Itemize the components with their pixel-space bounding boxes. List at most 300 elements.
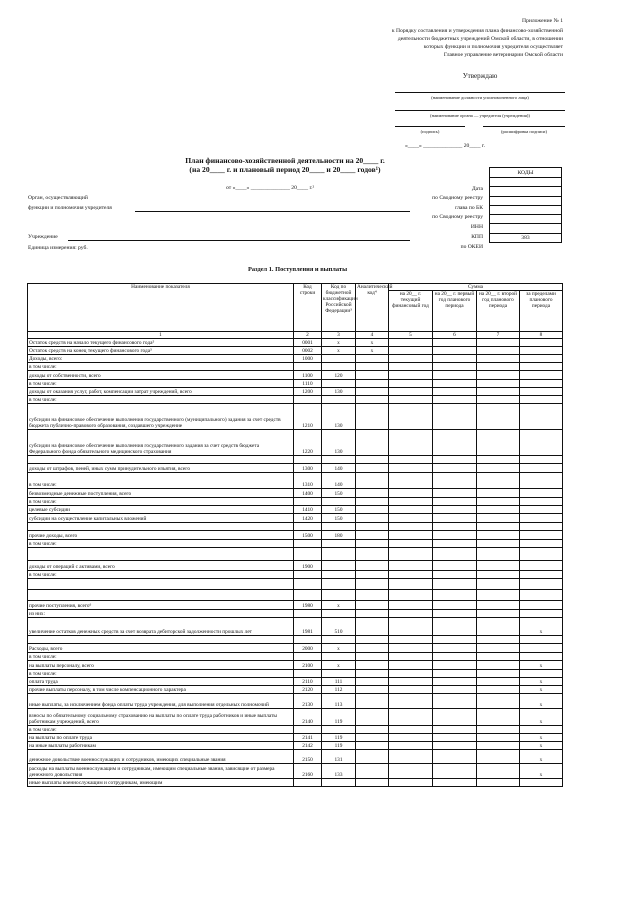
table-row [28, 355, 563, 363]
row-analytic-code [356, 506, 389, 514]
row-sum-3 [477, 618, 520, 636]
row-analytic-code: x [356, 347, 389, 355]
row-name [28, 590, 294, 601]
row-bk-code: 180 [322, 531, 356, 540]
row-analytic-code [356, 764, 389, 779]
row-sum-1 [389, 464, 433, 473]
row-bk-code: x [322, 347, 356, 355]
row-sum-1 [389, 498, 433, 506]
row-sum-2 [433, 653, 477, 661]
column-number: 6 [433, 332, 477, 339]
row-sum-1 [389, 473, 433, 489]
row-sum-4 [520, 339, 563, 347]
row-analytic-code [356, 709, 389, 726]
row-sum-4 [520, 404, 563, 430]
column-number: 8 [520, 332, 563, 339]
row-sum-1 [389, 726, 433, 734]
code-okei: 383 [490, 233, 562, 242]
row-sum-2 [433, 764, 477, 779]
row-sum-4 [520, 371, 563, 380]
row-bk-code: 130 [322, 388, 356, 396]
table-row [28, 670, 563, 678]
row-analytic-code [356, 523, 389, 531]
row-sum-4 [520, 347, 563, 355]
row-sum-1 [389, 661, 433, 670]
row-sum-3 [477, 670, 520, 678]
row-sum-3 [477, 363, 520, 371]
row-sum-4 [520, 396, 563, 404]
row-sum-1 [389, 548, 433, 561]
approve-organ-line [395, 110, 565, 111]
row-sum-1 [389, 709, 433, 726]
row-sum-4 [520, 561, 563, 571]
table-row [28, 371, 563, 380]
row-sum-4 [520, 514, 563, 523]
table-row [28, 531, 563, 540]
row-sum-1 [389, 540, 433, 548]
code-kpp [490, 224, 562, 233]
row-analytic-code [356, 579, 389, 590]
row-bk-code: 140 [322, 464, 356, 473]
row-analytic-code [356, 514, 389, 523]
row-sum-2 [433, 523, 477, 531]
row-sum-3 [477, 678, 520, 686]
row-sum-1 [389, 355, 433, 363]
row-analytic-code [356, 694, 389, 709]
table-row [28, 456, 563, 464]
row-analytic-code [356, 498, 389, 506]
row-analytic-code [356, 653, 389, 661]
table-row [28, 473, 563, 489]
row-name: субсидии на финансовое обеспечение выполнения государственного (муниципального) задания за счет средств бюджета публично-правового образования, создавшего учреждение [28, 404, 294, 430]
row-sum-3 [477, 380, 520, 388]
row-bk-code [322, 571, 356, 579]
row-analytic-code [356, 464, 389, 473]
row-analytic-code [356, 644, 389, 653]
row-sum-3 [477, 355, 520, 363]
row-code [294, 523, 322, 531]
row-sum-3 [477, 396, 520, 404]
codes-label-date: Дата [471, 186, 483, 192]
row-sum-2 [433, 506, 477, 514]
row-code [294, 653, 322, 661]
row-name: в том числе: [28, 726, 294, 734]
table-row [28, 678, 563, 686]
row-sum-4 [520, 506, 563, 514]
row-name: оплата труда [28, 678, 294, 686]
table-row [28, 339, 563, 347]
row-sum-2 [433, 473, 477, 489]
row-code: 1100 [294, 371, 322, 380]
row-code: 1200 [294, 388, 322, 396]
row-sum-4: x [520, 742, 563, 750]
row-sum-2 [433, 548, 477, 561]
table-row [28, 709, 563, 726]
row-name: взносы по обязательному социальному страхованию на выплаты по оплате труда работников и иные выплаты работникам учреждений, всего [28, 709, 294, 726]
row-code: 1980 [294, 601, 322, 610]
row-sum-3 [477, 709, 520, 726]
row-bk-code [322, 561, 356, 571]
codes-table [489, 167, 562, 243]
row-analytic-code: x [356, 339, 389, 347]
row-sum-3 [477, 561, 520, 571]
row-name [28, 456, 294, 464]
row-code: 0001 [294, 339, 322, 347]
appendix-line-4: которых функции и полномочия учредителя осуществляет [423, 44, 563, 50]
section-title: Раздел 1. Поступления и выплаты [247, 266, 348, 273]
row-name: прочие выплаты персоналу, в том числе компенсационного характера [28, 686, 294, 694]
table-row [28, 653, 563, 661]
row-sum-2 [433, 678, 477, 686]
row-sum-1 [389, 610, 433, 618]
table-row [28, 561, 563, 571]
table-row [28, 694, 563, 709]
column-number: 7 [477, 332, 520, 339]
row-code [294, 540, 322, 548]
row-sum-2 [433, 579, 477, 590]
header-code: Код строки [294, 284, 322, 332]
row-sum-2 [433, 396, 477, 404]
row-sum-4 [520, 355, 563, 363]
row-sum-1 [389, 694, 433, 709]
row-code: 1420 [294, 514, 322, 523]
approve-position-line [395, 92, 565, 93]
approve-position-caption: (наименование должности уполномоченного лица) [431, 95, 529, 100]
row-analytic-code [356, 371, 389, 380]
row-sum-2 [433, 540, 477, 548]
row-sum-4 [520, 464, 563, 473]
row-name: на иные выплаты работникам [28, 742, 294, 750]
row-bk-code: x [322, 601, 356, 610]
row-sum-2 [433, 709, 477, 726]
row-name: прочие поступления, всего⁶ [28, 601, 294, 610]
row-bk-code: 119 [322, 734, 356, 742]
row-sum-1 [389, 489, 433, 498]
row-sum-3 [477, 339, 520, 347]
header-analytic: Аналитический код⁴ [356, 284, 389, 332]
row-sum-3 [477, 388, 520, 396]
row-bk-code: x [322, 661, 356, 670]
row-sum-3 [477, 579, 520, 590]
row-code: 1300 [294, 464, 322, 473]
row-sum-3 [477, 734, 520, 742]
row-sum-3 [477, 548, 520, 561]
row-sum-4 [520, 644, 563, 653]
organ-label: Орган, осуществляющий [28, 195, 88, 201]
row-sum-3 [477, 686, 520, 694]
row-code [294, 396, 322, 404]
row-name: в том числе: [28, 498, 294, 506]
row-sum-2 [433, 694, 477, 709]
row-code [294, 571, 322, 579]
row-sum-1 [389, 779, 433, 787]
row-code: 2120 [294, 686, 322, 694]
row-sum-1 [389, 523, 433, 531]
table-row [28, 430, 563, 456]
row-sum-4: x [520, 618, 563, 636]
row-analytic-code [356, 618, 389, 636]
row-sum-2 [433, 590, 477, 601]
row-sum-3 [477, 636, 520, 644]
row-sum-3 [477, 489, 520, 498]
organ-line [135, 211, 410, 212]
table-row [28, 388, 563, 396]
row-sum-1 [389, 347, 433, 355]
row-sum-2 [433, 363, 477, 371]
row-sum-4 [520, 590, 563, 601]
row-bk-code [322, 590, 356, 601]
row-sum-1 [389, 653, 433, 661]
row-sum-4 [520, 531, 563, 540]
row-sum-4 [520, 670, 563, 678]
header-year-3: на 20__ г. второй год планового периода [477, 291, 520, 332]
row-name: субсидии на финансовое обеспечение выполнения государственного задания за счет средств бюджета Федерального фонда обязательного медицинского страхования [28, 430, 294, 456]
row-sum-4 [520, 489, 563, 498]
row-sum-2 [433, 734, 477, 742]
row-sum-2 [433, 347, 477, 355]
row-sum-3 [477, 464, 520, 473]
row-sum-3 [477, 653, 520, 661]
row-code: 1900 [294, 561, 322, 571]
table-row [28, 686, 563, 694]
row-sum-2 [433, 742, 477, 750]
row-analytic-code [356, 540, 389, 548]
table-row [28, 734, 563, 742]
row-bk-code [322, 670, 356, 678]
row-sum-4 [520, 653, 563, 661]
row-code: 1310 [294, 473, 322, 489]
approve-title: Утверждаю [462, 72, 498, 80]
row-code: 1400 [294, 489, 322, 498]
table-row [28, 764, 563, 779]
row-name: Остаток средств на конец текущего финансового года⁵ [28, 347, 294, 355]
row-sum-2 [433, 661, 477, 670]
row-sum-4 [520, 779, 563, 787]
table-row [28, 347, 563, 355]
row-name: в том числе: [28, 396, 294, 404]
row-sum-1 [389, 396, 433, 404]
row-code [294, 636, 322, 644]
codes-label-kpp: КПП [471, 234, 483, 240]
row-sum-1 [389, 644, 433, 653]
row-sum-4: x [520, 734, 563, 742]
column-number: 4 [356, 332, 389, 339]
row-bk-code: 130 [322, 430, 356, 456]
row-sum-1 [389, 363, 433, 371]
row-sum-4 [520, 548, 563, 561]
row-sum-3 [477, 779, 520, 787]
row-sum-4 [520, 380, 563, 388]
row-sum-2 [433, 404, 477, 430]
table-row [28, 661, 563, 670]
row-bk-code: 119 [322, 709, 356, 726]
row-sum-3 [477, 601, 520, 610]
row-bk-code [322, 380, 356, 388]
row-code: 1220 [294, 430, 322, 456]
row-sum-4 [520, 579, 563, 590]
row-analytic-code [356, 489, 389, 498]
row-sum-4: x [520, 764, 563, 779]
row-name [28, 548, 294, 561]
row-bk-code [322, 610, 356, 618]
finance-table [27, 283, 563, 787]
row-sum-1 [389, 404, 433, 430]
row-sum-1 [389, 506, 433, 514]
row-code: 1000 [294, 355, 322, 363]
row-sum-4: x [520, 709, 563, 726]
row-sum-1 [389, 514, 433, 523]
row-bk-code [322, 653, 356, 661]
row-code: 2140 [294, 709, 322, 726]
row-analytic-code [356, 388, 389, 396]
row-sum-1 [389, 678, 433, 686]
row-sum-4: x [520, 694, 563, 709]
approve-organ-caption: (наименование органа — учредителя (учреждения)) [430, 113, 530, 118]
row-sum-3 [477, 644, 520, 653]
row-sum-2 [433, 571, 477, 579]
row-sum-1 [389, 734, 433, 742]
row-code [294, 670, 322, 678]
row-sum-3 [477, 347, 520, 355]
row-sum-3 [477, 694, 520, 709]
codes-label-inn: ИНН [470, 224, 483, 230]
row-name: субсидии на осуществление капитальных вложений [28, 514, 294, 523]
row-sum-1 [389, 590, 433, 601]
row-analytic-code [356, 686, 389, 694]
row-sum-3 [477, 661, 520, 670]
table-row [28, 464, 563, 473]
row-name: Расходы, всего [28, 644, 294, 653]
row-name: из них: [28, 610, 294, 618]
row-sum-4 [520, 456, 563, 464]
column-number: 3 [322, 332, 356, 339]
approve-date: «____» ______________ 20____ г. [405, 143, 485, 149]
row-name: на выплаты по оплате труда [28, 734, 294, 742]
row-analytic-code [356, 670, 389, 678]
row-sum-3 [477, 473, 520, 489]
unit-label: Единица измерения: руб. [28, 245, 88, 251]
row-analytic-code [356, 779, 389, 787]
row-sum-4 [520, 636, 563, 644]
row-analytic-code [356, 561, 389, 571]
codes-label-registry: по Сводному реестру [432, 195, 483, 201]
row-sum-3 [477, 514, 520, 523]
row-bk-code: x [322, 644, 356, 653]
row-sum-2 [433, 618, 477, 636]
header-bk: Код по бюджетной классификации Российской Федерации³ [322, 284, 356, 332]
row-code [294, 363, 322, 371]
row-name: на выплаты персоналу, всего [28, 661, 294, 670]
row-analytic-code [356, 404, 389, 430]
row-analytic-code [356, 610, 389, 618]
row-sum-1 [389, 456, 433, 464]
row-sum-3 [477, 742, 520, 750]
row-code [294, 590, 322, 601]
row-code: 2150 [294, 750, 322, 764]
row-sum-1 [389, 686, 433, 694]
approve-decode-line [483, 126, 565, 127]
row-code: 1110 [294, 380, 322, 388]
row-name: в том числе: [28, 473, 294, 489]
table-row [28, 404, 563, 430]
row-code [294, 456, 322, 464]
row-sum-1 [389, 339, 433, 347]
row-sum-1 [389, 636, 433, 644]
row-sum-1 [389, 531, 433, 540]
row-bk-code: 120 [322, 371, 356, 380]
table-row [28, 363, 563, 371]
row-sum-2 [433, 610, 477, 618]
row-name: в том числе: [28, 540, 294, 548]
row-sum-3 [477, 404, 520, 430]
row-sum-1 [389, 579, 433, 590]
column-number: 1 [28, 332, 294, 339]
row-sum-3 [477, 540, 520, 548]
row-name: увеличение остатков денежных средств за счет возврата дебиторской задолженности прошлых лет [28, 618, 294, 636]
header-name: Наименование показателя [28, 284, 294, 332]
code-registry-2 [490, 205, 562, 214]
appendix-line-3: деятельности бюджетных учреждений Омской области, в отношении [397, 36, 563, 42]
row-sum-3 [477, 430, 520, 456]
row-code [294, 726, 322, 734]
row-name: целевые субсидии [28, 506, 294, 514]
header-year-1: на 20__ г. текущий финансовый год [389, 291, 433, 332]
approve-decode-caption: (расшифровка подписи) [501, 129, 547, 134]
codes-label-bk: глава по БК [455, 205, 483, 211]
table-row [28, 514, 563, 523]
row-analytic-code [356, 396, 389, 404]
row-code [294, 779, 322, 787]
row-sum-2 [433, 355, 477, 363]
row-bk-code [322, 779, 356, 787]
row-bk-code: 150 [322, 514, 356, 523]
row-sum-1 [389, 388, 433, 396]
row-code: 0002 [294, 347, 322, 355]
row-sum-3 [477, 456, 520, 464]
plan-date: от «____» ______________ 20____ г.² [226, 185, 315, 191]
row-analytic-code [356, 548, 389, 561]
institution-line [68, 240, 410, 241]
row-bk-code: 131 [322, 750, 356, 764]
row-sum-2 [433, 514, 477, 523]
appendix-line-2: к Порядку составления и утверждения плана финансово-хозяйственной [391, 28, 563, 34]
row-bk-code: 150 [322, 489, 356, 498]
row-analytic-code [356, 734, 389, 742]
row-bk-code: 111 [322, 678, 356, 686]
row-sum-1 [389, 561, 433, 571]
row-code [294, 579, 322, 590]
row-analytic-code [356, 678, 389, 686]
row-sum-4 [520, 610, 563, 618]
row-name: расходы на выплаты военнослужащим и сотрудникам, имеющим специальные звания, зависящие от размера денежного довольствия [28, 764, 294, 779]
table-row [28, 590, 563, 601]
row-bk-code: 510 [322, 618, 356, 636]
row-sum-3 [477, 764, 520, 779]
row-bk-code: 130 [322, 404, 356, 430]
table-row [28, 601, 563, 610]
table-row [28, 726, 563, 734]
row-sum-4 [520, 540, 563, 548]
row-code [294, 498, 322, 506]
header-sum: Сумма [389, 284, 563, 291]
plan-subtitle: (на 20____ г. и плановый период 20____ и 20____ годов¹) [189, 165, 381, 174]
row-sum-2 [433, 686, 477, 694]
row-sum-2 [433, 371, 477, 380]
row-sum-1 [389, 742, 433, 750]
table-row [28, 540, 563, 548]
row-bk-code [322, 456, 356, 464]
row-sum-4: x [520, 686, 563, 694]
